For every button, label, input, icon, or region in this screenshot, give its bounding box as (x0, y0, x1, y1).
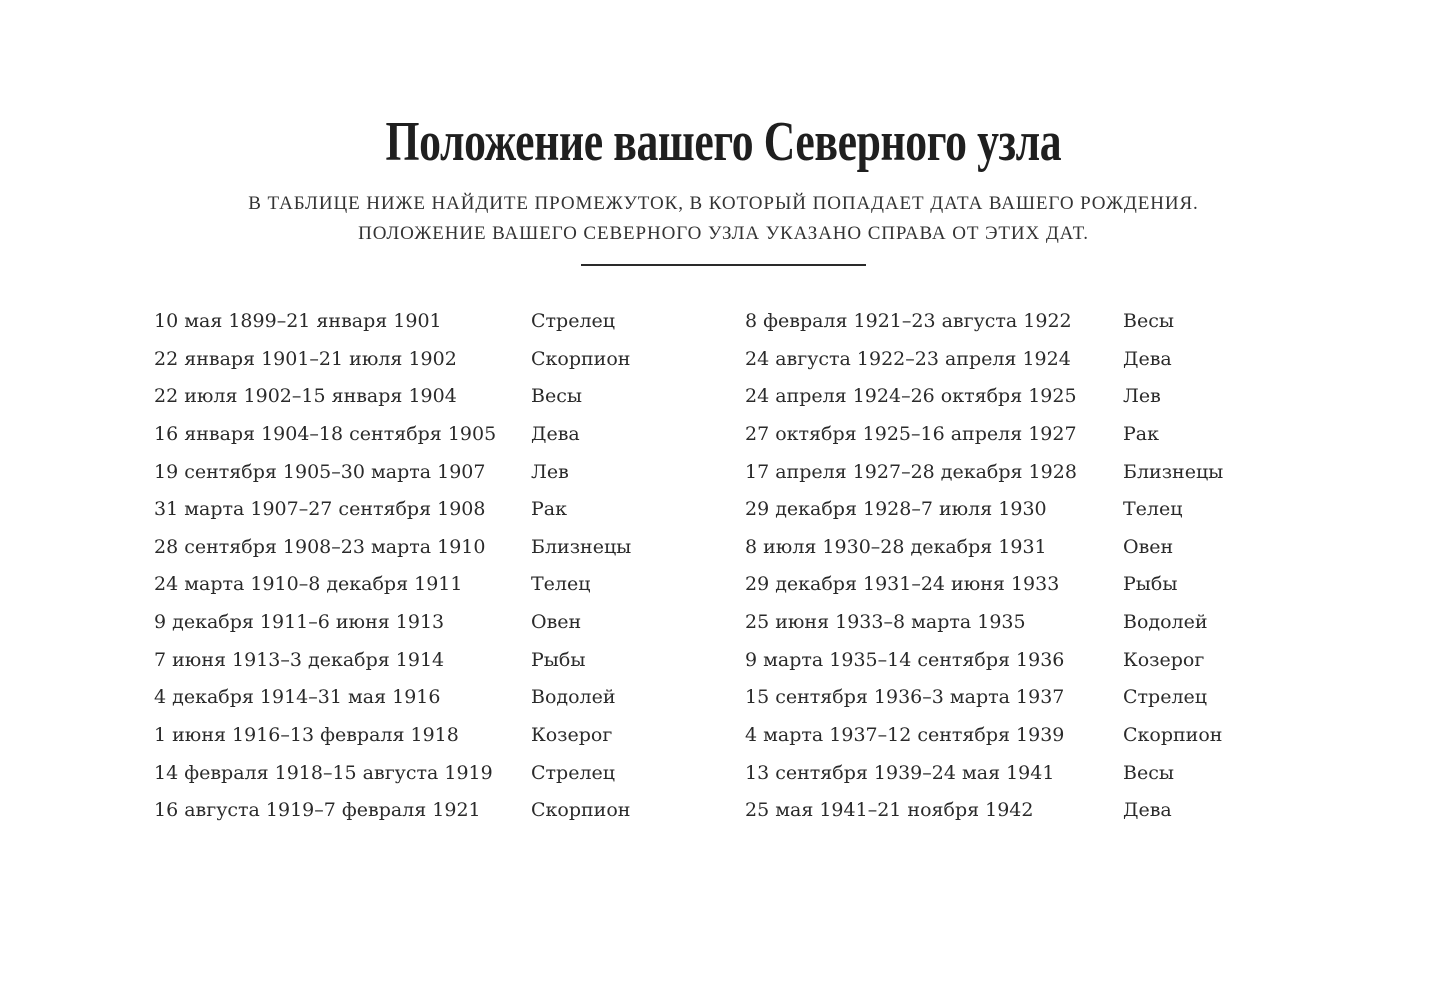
date-range: 14 февраля 1918–15 августа 1919 (154, 761, 493, 784)
date-range: 17 апреля 1927–28 декабря 1928 (745, 460, 1077, 483)
node-sign: Весы (1123, 310, 1174, 332)
subtitle-line-2: ПОЛОЖЕНИЕ ВАШЕГО СЕВЕРНОГО УЗЛА УКАЗАНО СПРАВА ОТ ЭТИХ ДАТ. (358, 223, 1089, 244)
node-sign: Водолей (531, 686, 616, 709)
date-range: 29 декабря 1931–24 июня 1933 (745, 573, 1060, 596)
date-range: 22 января 1901–21 июля 1902 (154, 347, 457, 370)
date-range: 29 декабря 1928–7 июля 1930 (745, 498, 1047, 521)
node-sign: Скорпион (531, 799, 631, 822)
date-range: 13 сентября 1939–24 мая 1941 (745, 761, 1055, 784)
node-sign: Скорпион (1123, 724, 1223, 747)
date-range: 8 февраля 1921–23 августа 1922 (745, 310, 1072, 332)
date-range: 9 марта 1935–14 сентября 1936 (745, 648, 1065, 671)
date-range: 22 июля 1902–15 января 1904 (154, 385, 457, 408)
page-title: Положение вашего Северного узла (385, 111, 1062, 173)
title-divider (581, 264, 866, 266)
node-sign: Рак (531, 498, 567, 521)
date-range: 16 августа 1919–7 февраля 1921 (154, 799, 481, 822)
date-range: 15 сентября 1936–3 марта 1937 (745, 686, 1065, 709)
node-sign: Рыбы (1123, 573, 1178, 596)
node-sign: Близнецы (1123, 460, 1224, 483)
node-sign: Телец (1123, 498, 1183, 521)
date-range: 1 июня 1916–13 февраля 1918 (154, 724, 459, 747)
node-sign: Стрелец (531, 310, 615, 332)
node-sign: Дева (1123, 347, 1172, 370)
date-range: 10 мая 1899–21 января 1901 (154, 310, 442, 332)
node-sign: Рыбы (531, 648, 586, 671)
node-sign: Весы (531, 385, 582, 408)
date-range: 9 декабря 1911–6 июня 1913 (154, 611, 445, 634)
node-sign: Овен (1123, 535, 1174, 558)
node-sign: Козерог (531, 724, 613, 747)
date-range: 19 сентября 1905–30 марта 1907 (154, 460, 486, 483)
date-range: 8 июля 1930–28 декабря 1931 (745, 535, 1047, 558)
node-sign: Водолей (1123, 611, 1208, 634)
node-sign: Рак (1123, 422, 1159, 445)
node-sign: Стрелец (531, 761, 615, 784)
date-range: 27 октября 1925–16 апреля 1927 (745, 422, 1077, 445)
node-sign: Дева (1123, 799, 1172, 822)
date-range: 31 марта 1907–27 сентября 1908 (154, 498, 486, 521)
node-sign: Телец (531, 573, 591, 596)
node-sign: Близнецы (531, 535, 632, 558)
date-range: 24 августа 1922–23 апреля 1924 (745, 347, 1071, 370)
node-sign: Скорпион (531, 347, 631, 370)
date-range: 25 июня 1933–8 марта 1935 (745, 611, 1026, 634)
date-range: 4 марта 1937–12 сентября 1939 (745, 724, 1065, 747)
date-range: 16 января 1904–18 сентября 1905 (154, 422, 497, 445)
node-sign: Лев (1123, 385, 1161, 408)
date-range: 4 декабря 1914–31 мая 1916 (154, 686, 441, 709)
date-range: 25 мая 1941–21 ноября 1942 (745, 799, 1034, 822)
date-range: 24 марта 1910–8 декабря 1911 (154, 573, 463, 596)
node-sign: Стрелец (1123, 686, 1207, 709)
node-sign: Козерог (1123, 648, 1205, 671)
date-range: 28 сентября 1908–23 марта 1910 (154, 535, 486, 558)
node-sign: Овен (531, 611, 582, 634)
node-sign: Дева (531, 422, 580, 445)
subtitle-line-1: В ТАБЛИЦЕ НИЖЕ НАЙДИТЕ ПРОМЕЖУТОК, В КОТОРЫЙ ПОПАДАЕТ ДАТА ВАШЕГО РОЖДЕНИЯ. (248, 193, 1199, 214)
node-sign: Лев (531, 460, 569, 483)
date-range: 24 апреля 1924–26 октября 1925 (745, 385, 1077, 408)
date-range: 7 июня 1913–3 декабря 1914 (154, 648, 445, 671)
node-sign: Весы (1123, 761, 1174, 784)
